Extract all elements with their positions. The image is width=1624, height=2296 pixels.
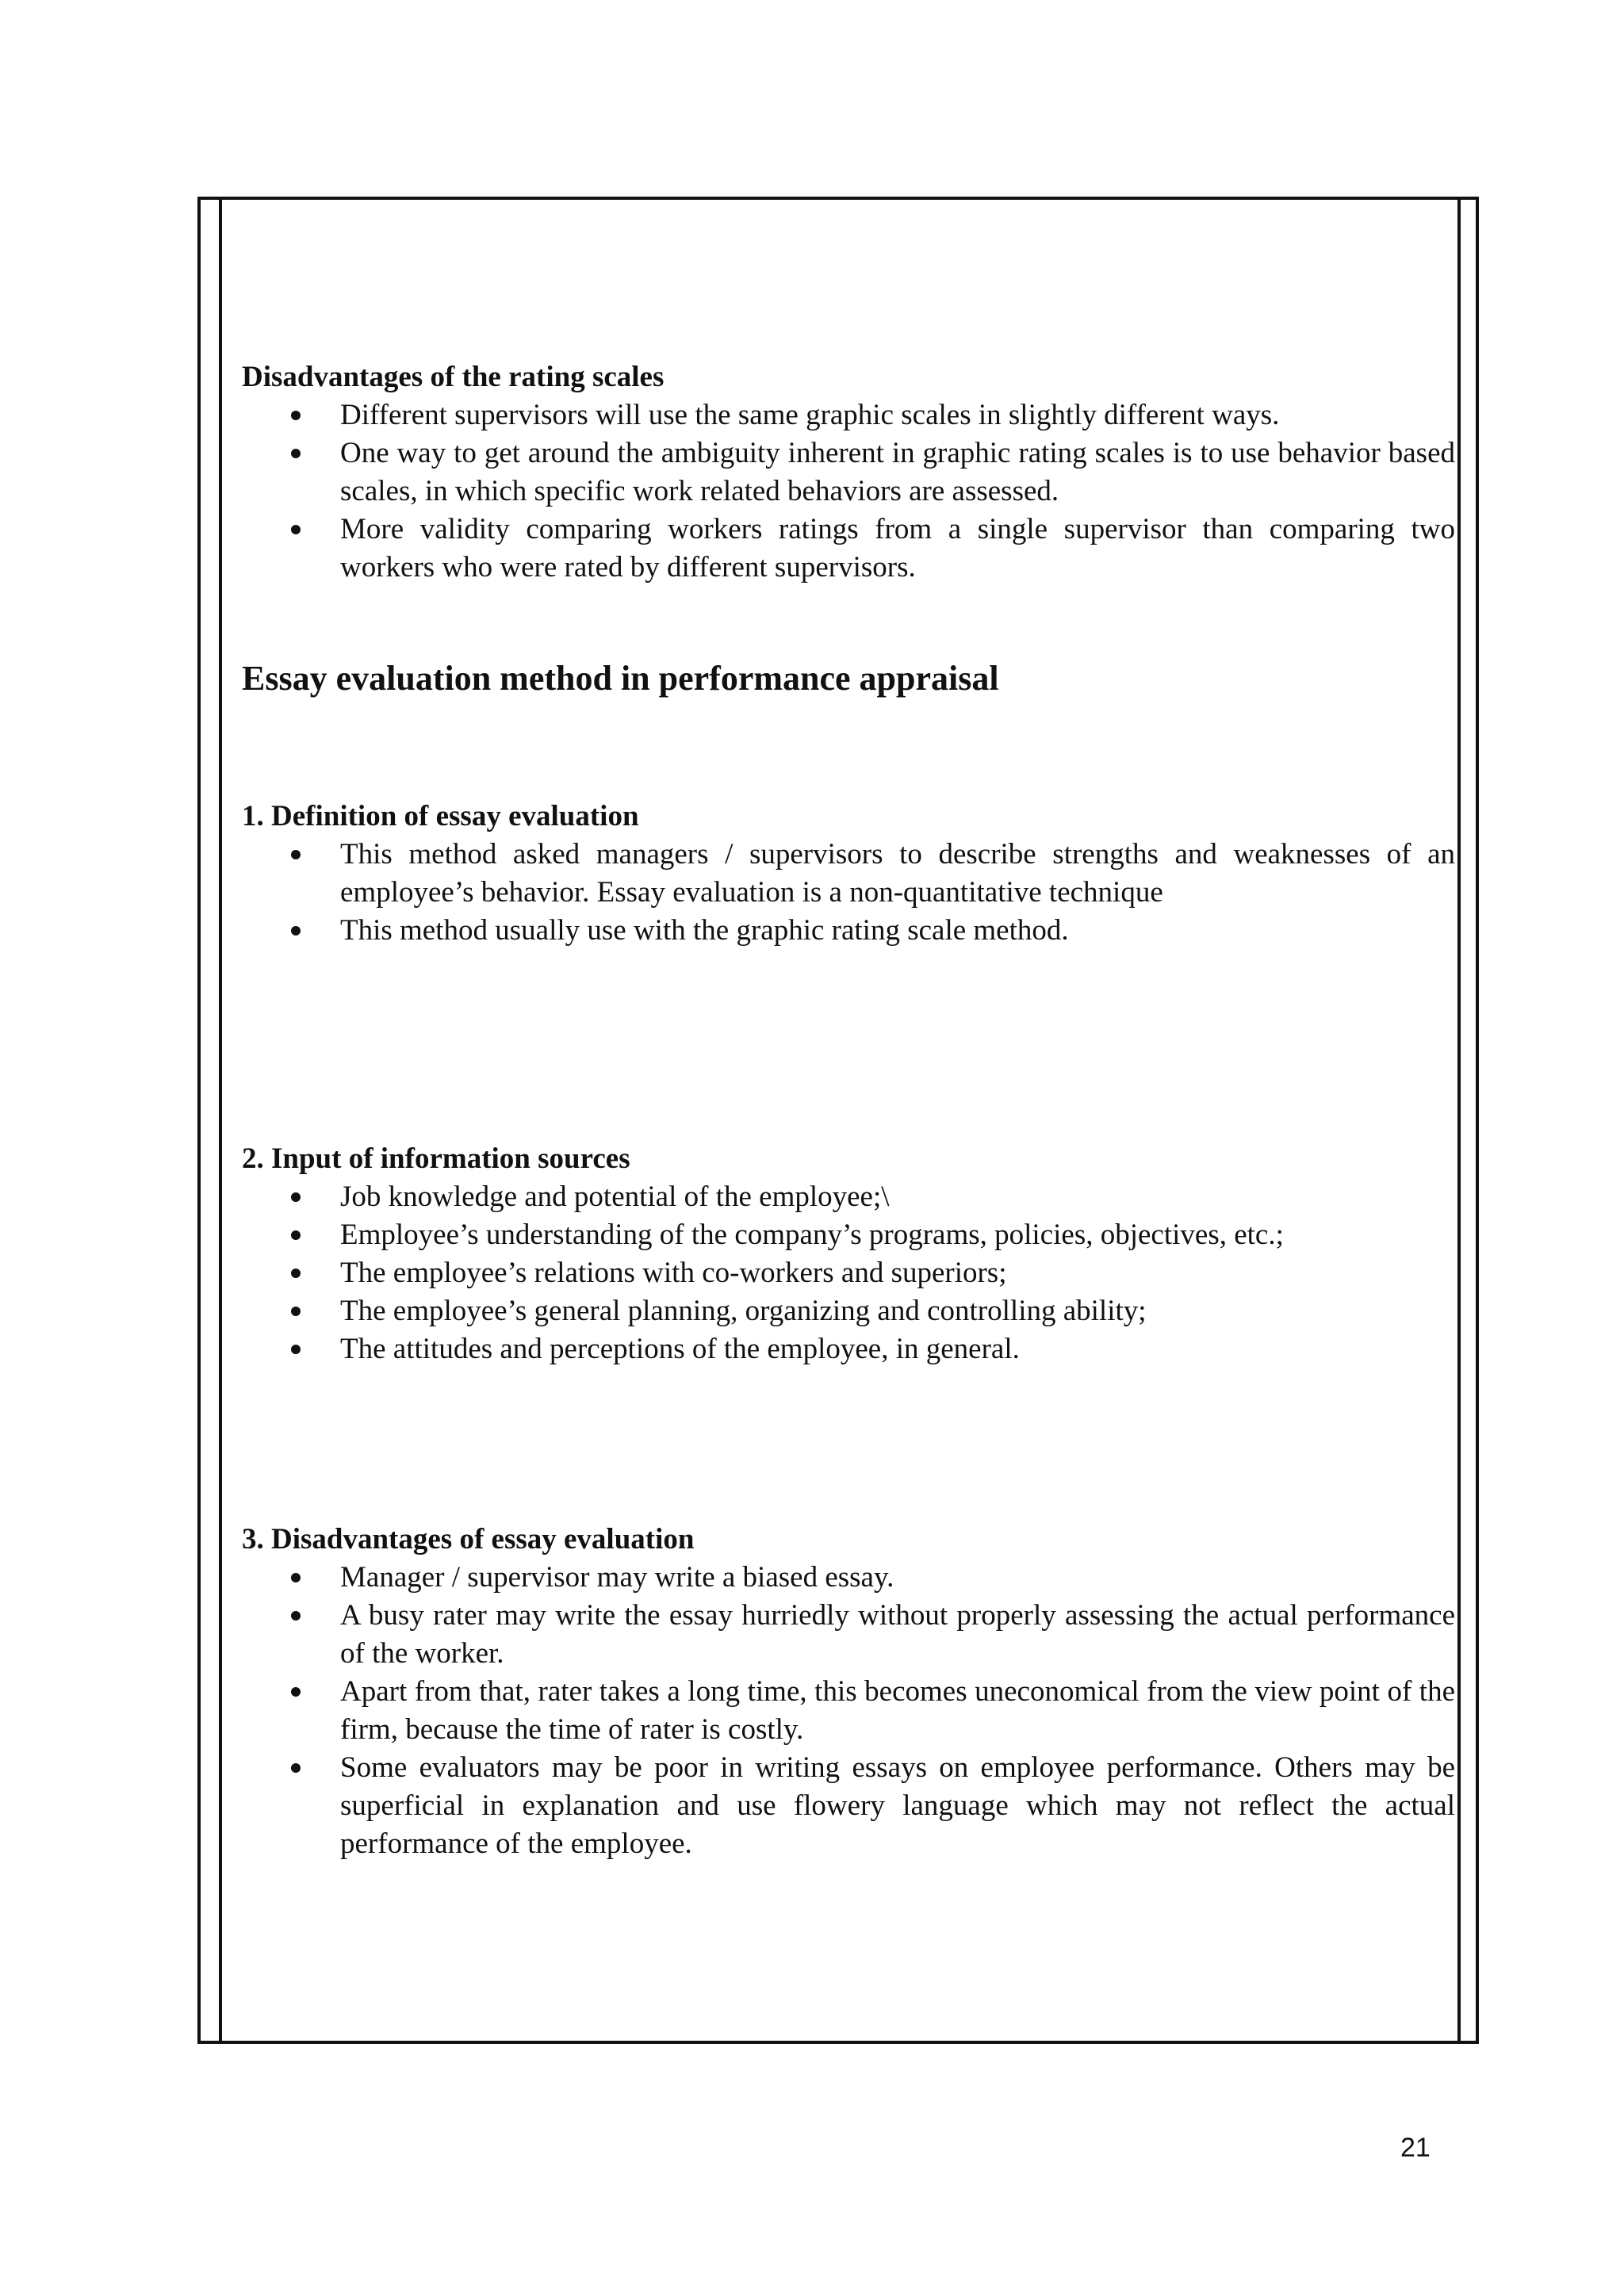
list-item-text: The employee’s relations with co-workers and superiors; [340, 1257, 1007, 1289]
section-rating-scales [242, 358, 1455, 587]
list-item-text: Apart from that, rater takes a long time, this becomes uneconomical from the view point of the firm, because the time of rater is costly. [340, 1675, 1455, 1746]
list-item [242, 1597, 1455, 1673]
main-title: Essay evaluation method in performance appraisal [242, 659, 999, 698]
list-item [242, 434, 1455, 511]
section-essay-disadvantages [242, 1521, 1455, 1863]
list-item-text: The employee’s general planning, organizing and controlling ability; [340, 1295, 1147, 1327]
bullet-list [242, 1178, 1455, 1368]
bullet-icon [291, 411, 301, 420]
list-item [242, 1749, 1455, 1863]
bullet-icon [291, 1269, 301, 1278]
section-heading: 2. Input of information sources [242, 1142, 630, 1175]
bullet-icon [291, 1763, 301, 1773]
list-item [242, 1178, 1455, 1216]
bullet-icon [291, 850, 301, 859]
list-item [242, 1330, 1455, 1368]
list-item [242, 511, 1455, 587]
list-item-text: Employee’s understanding of the company’s programs, policies, objectives, etc.; [340, 1219, 1284, 1251]
list-item-text: A busy rater may write the essay hurriedly without properly assessing the actual performance of the worker. [340, 1599, 1455, 1670]
bullet-list [242, 396, 1455, 587]
page-content [242, 358, 1455, 1863]
bullet-icon [291, 1345, 301, 1354]
section-input-sources [242, 1140, 1455, 1368]
bullet-icon [291, 1573, 301, 1582]
bullet-icon [291, 525, 301, 534]
section-definition [242, 798, 1455, 950]
bullet-icon [291, 1611, 301, 1621]
bullet-icon [291, 926, 301, 936]
bullet-icon [291, 1307, 301, 1316]
list-item-text: The attitudes and perceptions of the employee, in general. [340, 1333, 1020, 1365]
list-item-text: Different supervisors will use the same graphic scales in slightly different ways. [340, 399, 1280, 431]
list-item-text: This method asked managers / supervisors to describe strengths and weaknesses of an employee’s behavior. Essay evaluation is a non-quantitative technique [340, 838, 1455, 909]
bullet-icon [291, 1687, 301, 1697]
bullet-icon [291, 449, 301, 458]
section-heading: 3. Disadvantages of essay evaluation [242, 1523, 695, 1556]
list-item [242, 1292, 1455, 1330]
list-item [242, 836, 1455, 912]
bullet-list [242, 836, 1455, 950]
page-border-inner-left [219, 197, 222, 2044]
list-item [242, 1559, 1455, 1597]
section-heading: 1. Definition of essay evaluation [242, 800, 639, 832]
bullet-icon [291, 1230, 301, 1240]
bullet-list [242, 1559, 1455, 1863]
list-item-text: Manager / supervisor may write a biased essay. [340, 1561, 894, 1594]
list-item-text: This method usually use with the graphic rating scale method. [340, 914, 1069, 947]
page-number: 21 [1400, 2133, 1431, 2163]
list-item [242, 912, 1455, 950]
list-item-text: More validity comparing workers ratings from a single supervisor than comparing two workers who were rated by different supervisors. [340, 513, 1455, 584]
page-border-inner-right [1457, 197, 1461, 2044]
list-item [242, 1216, 1455, 1254]
list-item-text: Job knowledge and potential of the employee;\ [340, 1181, 890, 1213]
list-item-text: Some evaluators may be poor in writing essays on employee performance. Others may be superficial in explanation and use flowery language which may not reflect the actual performance of the employee. [340, 1751, 1455, 1860]
list-item [242, 396, 1455, 434]
section-heading: Disadvantages of the rating scales [242, 361, 665, 393]
list-item [242, 1673, 1455, 1749]
list-item [242, 1254, 1455, 1292]
list-item-text: One way to get around the ambiguity inherent in graphic rating scales is to use behavior based scales, in which specific work related behaviors are assessed. [340, 437, 1455, 507]
bullet-icon [291, 1192, 301, 1202]
